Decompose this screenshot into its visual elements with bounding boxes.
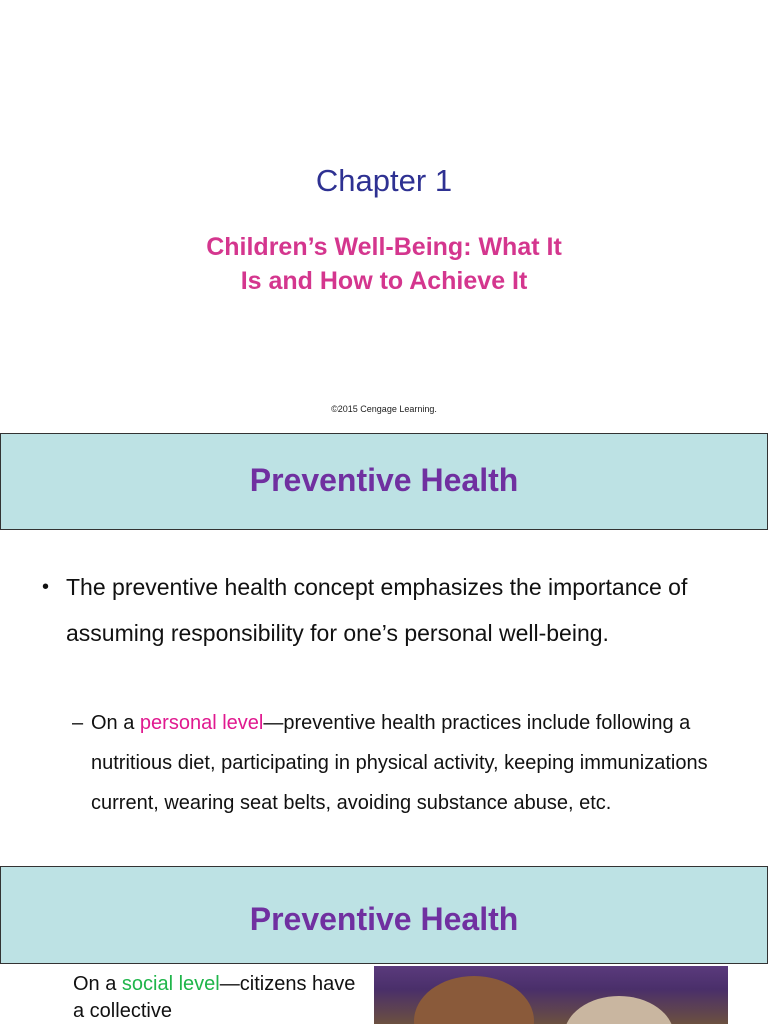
sub-bullet-text: [91, 703, 711, 823]
social-rest: —citizens have a collective: [73, 973, 356, 1022]
dash-icon: –: [72, 712, 84, 734]
social-prefix: On a: [73, 973, 122, 995]
slide-title: Preventive Health: [249, 462, 519, 498]
bullet-icon: •: [42, 576, 50, 598]
photo-figure-1: [414, 976, 534, 1024]
sub-bullet-prefix: On a: [91, 712, 140, 734]
personal-level-highlight: personal level: [139, 712, 264, 734]
chapter-subtitle: [0, 230, 768, 298]
subtitle-line-2: Is and How to Achieve It: [240, 267, 528, 295]
photo-figure-2: [564, 996, 674, 1024]
social-level-text: [73, 971, 363, 1025]
chapter-title: Chapter 1: [315, 163, 453, 198]
title-slide: [0, 0, 768, 433]
social-level-highlight: social level: [121, 973, 220, 995]
bullet-text: The preventive health concept emphasizes the importance of assuming responsibility for one’s personal well-being.: [66, 574, 688, 646]
sub-bullet-rest: —preventive health practices include following a nutritious diet, participating in physical activity, keeping immunizations current, wearing seat belts, avoiding substance abuse, etc.: [91, 712, 708, 814]
slide-title-bar-2: [0, 866, 768, 964]
slide-title-2: Preventive Health: [249, 901, 519, 937]
copyright-notice: ©2015 Cengage Learning.: [331, 404, 437, 414]
children-photo: [374, 966, 728, 1024]
subtitle-line-1: Children’s Well-Being: What It: [206, 233, 562, 261]
slide-title-bar: [0, 433, 768, 530]
